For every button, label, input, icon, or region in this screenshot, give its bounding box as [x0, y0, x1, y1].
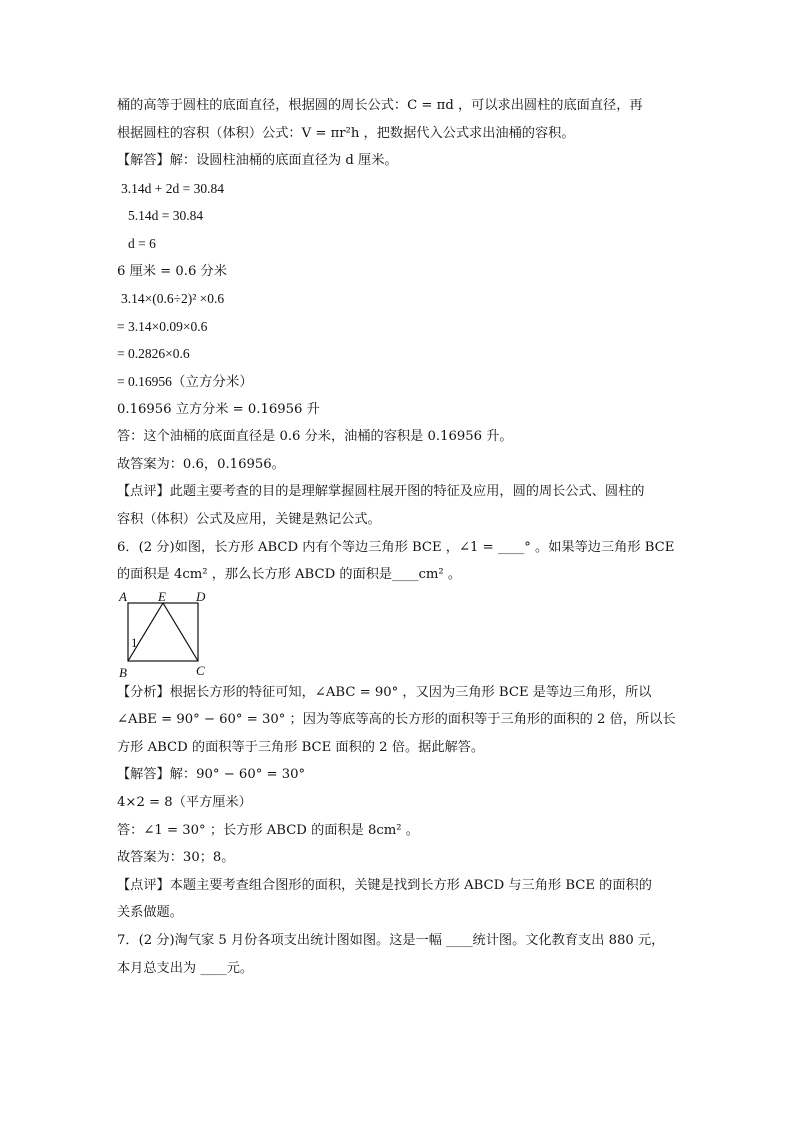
equation-line: 5.14d = 30.84 — [128, 208, 204, 224]
label-d: D — [196, 588, 206, 604]
equation-line: = 0.2826×0.6 — [117, 346, 190, 362]
text-line: ∠ABE = 90° − 60° = 30° ；因为等底等高的长方形的面积等于三角形的面积的 2 倍，所以长 — [117, 712, 676, 728]
question-7-text: 7．(2 分)淘气家 5 月份各项支出统计图如图。这是一幅 ____统计图。文化教育支出 880 元， — [117, 933, 665, 949]
text-line: 【分析】根据长方形的特征可知，∠ABC = 90° ，又因为三角形 BCE 是等边三角形，所以 — [117, 684, 652, 700]
text-line: 关系做题。 — [117, 905, 183, 921]
label-c: C — [196, 662, 205, 678]
text-line: 【解答】解：设圆柱油桶的底面直径为 d 厘米。 — [117, 153, 398, 169]
text-line: 答：∠1 = 30° ；长方形 ABCD 的面积是 8cm² 。 — [117, 822, 419, 838]
text-line: 6 厘米 = 0.6 分米 — [117, 263, 227, 279]
text-line: 4×2 = 8（平方厘米） — [117, 795, 252, 811]
text-line: 【点评】本题主要考查组合图形的面积，关键是找到长方形 ABCD 与三角形 BCE 的面积的 — [117, 877, 652, 893]
text-line: 故答案为：0.6，0.16956。 — [117, 456, 285, 472]
angle-1-label: 1 — [131, 634, 138, 650]
label-a: A — [119, 588, 127, 604]
text-line: 0.16956 立方分米 = 0.16956 升 — [117, 401, 320, 417]
label-b: B — [119, 664, 127, 680]
question-6-text: 6．(2 分)如图，长方形 ABCD 内有个等边三角形 BCE ，∠1 = ____° 。如果等边三角形 BCE — [117, 539, 675, 555]
text-line: 根据圆柱的容积（体积）公式：V = πr²h ，把数据代入公式求出油桶的容积。 — [117, 125, 575, 141]
question-7-text: 本月总支出为 ____元。 — [117, 960, 254, 976]
equation-line: 3.14×(0.6÷2)² ×0.6 — [121, 291, 225, 307]
label-e: E — [158, 588, 166, 604]
text-line: 桶的高等于圆柱的底面直径，根据圆的周长公式：C = πd ，可以求出圆柱的底面直径，再 — [117, 98, 643, 113]
equation-line: = 3.14×0.09×0.6 — [117, 318, 208, 334]
text-line: 【点评】此题主要考查的目的是理解掌握圆柱展开图的特征及应用，圆的周长公式、圆柱的 — [117, 484, 645, 500]
text-line: 容积（体积）公式及应用，关键是熟记公式。 — [117, 511, 381, 527]
document-page — [117, 92, 677, 982]
text-line: 故答案为：30；8。 — [117, 850, 235, 866]
text-line: 【解答】解：90° − 60° = 30° — [117, 767, 306, 783]
equation-line: 3.14d + 2d = 30.84 — [121, 180, 224, 196]
equation-line: = 0.16956（立方分米） — [117, 373, 253, 389]
question-6-text: 的面积是 4cm² ，那么长方形 ABCD 的面积是____cm² 。 — [117, 567, 462, 583]
text-line: 方形 ABCD 的面积等于三角形 BCE 面积的 2 倍。据此解答。 — [117, 739, 485, 755]
text-line: 答：这个油桶的底面直径是 0.6 分米，油桶的容积是 0.16956 升。 — [117, 429, 513, 445]
equation-line: d = 6 — [128, 235, 156, 251]
rectangle-triangle-figure — [117, 587, 677, 679]
triangle-bce — [128, 603, 198, 661]
rectangle-abcd — [128, 603, 198, 661]
